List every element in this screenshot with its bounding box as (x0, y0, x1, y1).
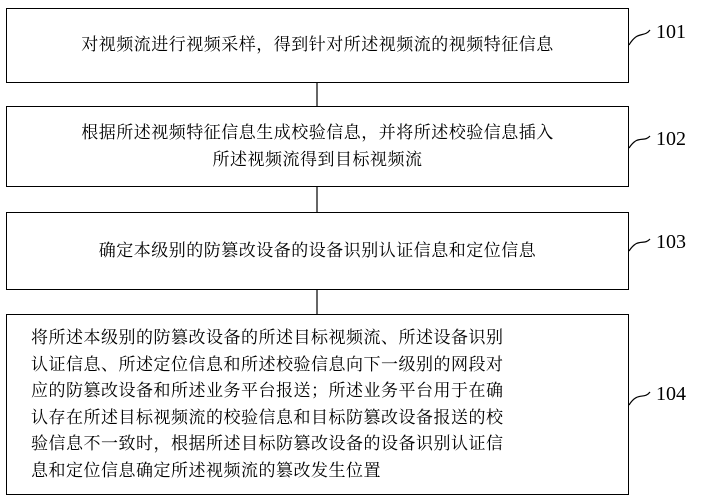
step-text-102-line-2: 所述视频流得到目标视频流 (212, 149, 423, 170)
step-label-103: 103 (656, 231, 686, 253)
step-text-102-line-1: 根据所述视频特征信息生成校验信息，并将所述校验信息插入 (81, 122, 554, 143)
step-text-102 (69, 120, 566, 174)
step-text-104-line-4: 认存在所述目标视频流的校验信息和目标防篡改设备报送的校 (31, 407, 504, 428)
step-text-104-line-3: 应的防篡改设备和所述业务平台报送；所述业务平台用于在确 (31, 381, 504, 401)
step-label-104: 104 (656, 383, 686, 405)
step-text-104-line-1: 将所述本级别的防篡改设备的所述目标视频流、所述设备识别 (31, 328, 504, 348)
step-box-104 (6, 314, 629, 495)
step-text-104-line-6: 息和定位信息确定所述视频流的篡改发生位置 (31, 460, 381, 481)
step-text-101-line-1: 对视频流进行视频采样，得到针对所述视频流的视频特征信息 (81, 35, 554, 55)
step-box-102 (6, 106, 629, 187)
step-text-104 (7, 325, 628, 484)
step-text-104-line-2: 认证信息、所述定位信息和所述校验信息向下一级别的网段对 (31, 354, 504, 375)
leader-line-102 (629, 136, 650, 148)
leader-line-101 (629, 30, 650, 45)
leader-line-104 (629, 392, 650, 405)
step-box-103 (6, 212, 629, 290)
step-label-101: 101 (656, 21, 686, 43)
step-text-103-line-1: 确定本级别的防篡改设备的设备识别认证信息和定位信息 (98, 240, 537, 261)
step-text-104-line-5: 验信息不一致时，根据所述目标防篡改设备的设备识别认证信 (31, 434, 504, 454)
leader-line-103 (629, 239, 650, 251)
step-box-101 (6, 8, 629, 83)
step-label-102: 102 (656, 128, 686, 150)
